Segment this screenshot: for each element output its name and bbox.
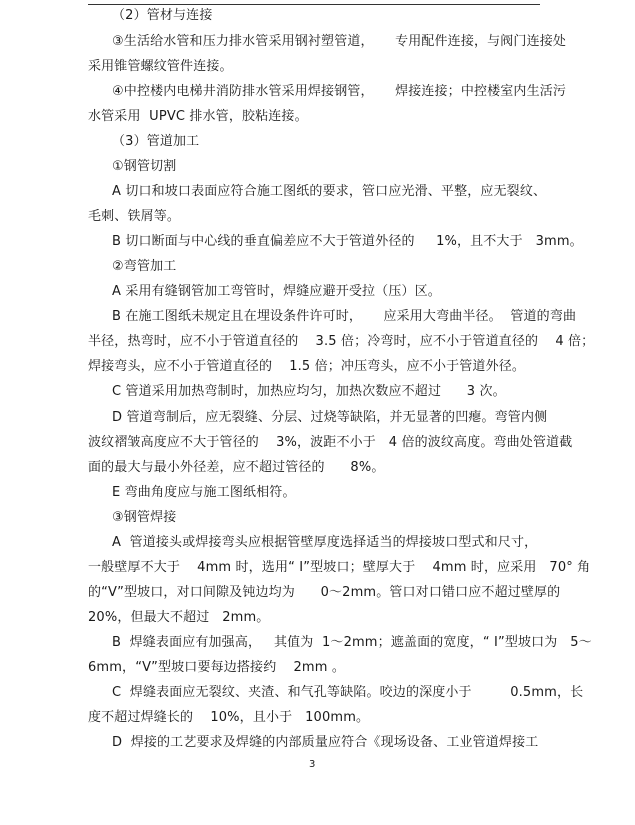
subheading-pipe-welding: ③钢管焊接 <box>112 510 177 525</box>
paragraph-line: A 采用有缝钢管加工弯管时，焊缝应避开受拉（压）区。 <box>112 284 441 299</box>
paragraph-line: 半径，热弯时，应不小于管道直径的 3.5 倍；冷弯时，应不小于管道直径的 4 倍； <box>88 334 595 349</box>
page-number: 3 <box>309 759 316 770</box>
subheading-pipe-cutting: ①钢管切割 <box>112 159 177 174</box>
paragraph-line: 度不超过焊缝长的 10%，且小于 100mm。 <box>88 710 370 725</box>
paragraph-line: A 切口和坡口表面应符合施工图纸的要求，管口应光滑、平整，应无裂纹、 <box>112 184 547 199</box>
subheading-pipe-bending: ②弯管加工 <box>112 259 177 274</box>
paragraph-line: 一般壁厚不大于 4mm 时，选用“ I”型坡口；壁厚大于 4mm 时，应采用 70° 角 <box>88 560 591 575</box>
paragraph-line: 焊接弯头，应不小于管道直径的 1.5 倍；冲压弯头，应不小于管道外径。 <box>88 359 526 374</box>
paragraph-line: ③生活给水管和压力排水管采用钢衬塑管道， 专用配件连接，与阀门连接处 <box>112 34 567 49</box>
paragraph-line: C 管道采用加热弯制时，加热应均匀，加热次数应不超过 3 次。 <box>112 384 506 399</box>
paragraph-line: 水管采用 UPVC 排水管，胶粘连接。 <box>88 109 308 124</box>
paragraph-line: B 切口断面与中心线的垂直偏差应不大于管道外径的 1%，且不大于 3mm。 <box>112 234 583 249</box>
paragraph-line: 面的最大与最小外径差，应不超过管径的 8%。 <box>88 460 385 475</box>
paragraph-line: A 管道接头或焊接弯头应根据管壁厚度选择适当的焊接坡口型式和尺寸， <box>112 535 538 550</box>
paragraph-line: 毛刺、铁屑等。 <box>88 209 181 224</box>
section-heading-pipe-materials: （2）管材与连接 <box>112 8 213 23</box>
paragraph-line: 波纹褶皱高度应不大于管径的 3%，波距不小于 4 倍的波纹高度。弯曲处管道截 <box>88 435 573 450</box>
paragraph-line: E 弯曲角度应与施工图纸相符。 <box>112 485 296 500</box>
header-rule <box>88 4 540 5</box>
paragraph-line: B 在施工图纸未规定且在埋设条件许可时， 应采用大弯曲半径。 管道的弯曲 <box>112 309 577 324</box>
paragraph-line: 的“V”型坡口，对口间隙及钝边均为 0～2mm。管口对口错口应不超过壁厚的 <box>88 585 561 600</box>
paragraph-line: D 焊接的工艺要求及焊缝的内部质量应符合《现场设备、工业管道焊接工 <box>112 735 539 750</box>
paragraph-line: 6mm，“V”型坡口要每边搭接约 2mm 。 <box>88 660 345 675</box>
paragraph-line: B 焊缝表面应有加强高， 其值为 1～2mm；遮盖面的宽度，“ I”型坡口为 5～ <box>112 635 592 650</box>
paragraph-line: 20%，但最大不超过 2mm。 <box>88 610 270 625</box>
paragraph-line: 采用锥管螺纹管件连接。 <box>88 59 233 74</box>
paragraph-line: C 焊缝表面应无裂纹、夹渣、和气孔等缺陷。咬边的深度小于 0.5mm，长 <box>112 685 584 700</box>
section-heading-pipe-processing: （3）管道加工 <box>112 134 200 149</box>
paragraph-line: ④中控楼内电梯井消防排水管采用焊接钢管， 焊接连接；中控楼室内生活污 <box>112 84 567 99</box>
paragraph-line: D 管道弯制后，应无裂缝、分层、过烧等缺陷，并无显著的凹瘪。弯管内侧 <box>112 410 548 425</box>
